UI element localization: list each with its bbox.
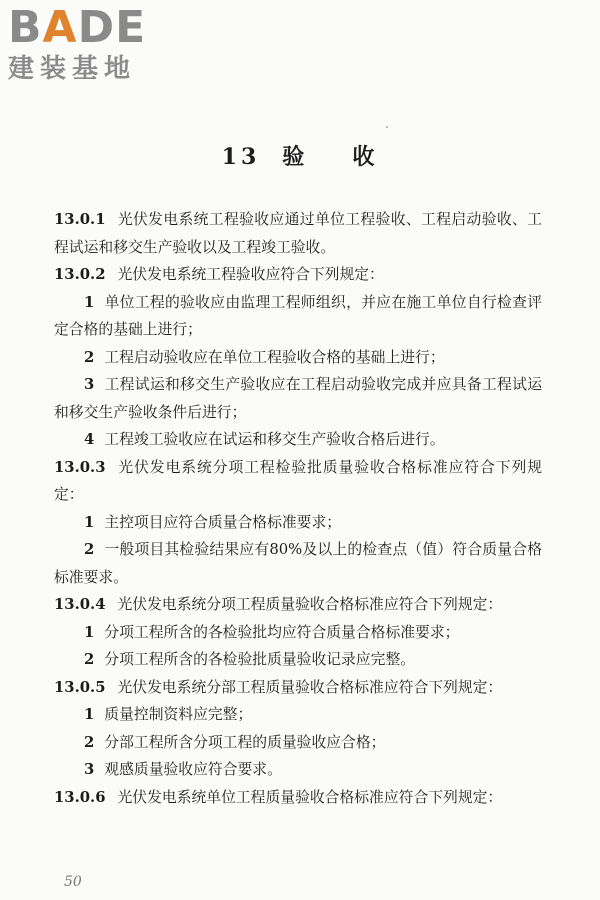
item-text: 分项工程所含的各检验批均应符合质量合格标准要求；: [104, 623, 460, 641]
item-number: 1: [84, 706, 95, 723]
clause-number: 13.0.1: [54, 211, 106, 228]
bade-logo: [8, 4, 178, 84]
item-number: 2: [84, 348, 95, 366]
list-item: [54, 371, 542, 426]
clause-text: 光伏发电系统分项工程检验批质量验收合格标准应符合下列规定：: [54, 458, 542, 503]
item-number: 3: [84, 761, 95, 778]
list-item: [54, 509, 542, 537]
item-text: 单位工程的验收应由监理工程师组织，并应在施工单位自行检查评定合格的基础上进行；: [54, 293, 542, 338]
item-number: 1: [84, 293, 95, 311]
item-text: 主控项目应符合质量合格标准要求；: [104, 513, 342, 531]
item-number: 3: [84, 376, 95, 393]
item-text: 质量控制资料应完整；: [104, 706, 253, 723]
chapter-title-char-2: 收: [352, 144, 379, 170]
page-number: 50: [64, 874, 82, 890]
clause-text: 光伏发电系统工程验收应符合下列规定：: [117, 266, 384, 283]
speck: [386, 126, 388, 128]
item-text: 工程启动验收应在单位工程验收合格的基础上进行；: [104, 348, 445, 366]
logo-letter-a: A: [42, 2, 78, 53]
item-text: 工程试运和移交生产验收应在工程启动验收完成并应具备工程试运和移交生产验收条件后进行；: [54, 376, 542, 421]
list-item: [54, 646, 542, 674]
clause-text: 光伏发电系统分部工程质量验收合格标准应符合下列规定：: [117, 678, 503, 696]
item-text: 分项工程所含的各检验批质量验收记录应完整。: [104, 651, 416, 668]
list-item: [54, 426, 542, 454]
clause-13-0-3: [54, 454, 542, 509]
clause-13-0-2: [54, 261, 542, 289]
item-number: 2: [84, 541, 95, 558]
item-number: 1: [84, 623, 95, 641]
chapter-title: [0, 140, 600, 171]
clause-text: 光伏发电系统分项工程质量验收合格标准应符合下列规定：: [117, 596, 503, 613]
chapter-number: 13: [221, 144, 261, 170]
item-text: 工程竣工验收应在试运和移交生产验收合格后进行。: [104, 431, 445, 448]
clause-13-0-6: [54, 784, 542, 812]
clause-number: 13.0.3: [54, 458, 106, 476]
list-item: [54, 536, 542, 591]
chapter-body: [54, 206, 542, 811]
chapter-title-char-1: 验: [282, 144, 309, 170]
item-text: 分部工程所含分项工程的质量验收应合格；: [104, 733, 386, 751]
clause-number: 13.0.2: [54, 266, 106, 283]
list-item: [54, 289, 542, 344]
item-number: 1: [84, 513, 95, 531]
item-text: 观感质量验收应符合要求。: [104, 761, 282, 778]
list-item: [54, 701, 542, 729]
clause-number: 13.0.4: [54, 596, 106, 613]
logo-letter-b: B: [8, 2, 43, 53]
clause-number: 13.0.5: [54, 678, 106, 696]
item-number: 2: [84, 651, 95, 668]
item-number: 2: [84, 733, 95, 751]
clause-13-0-1: [54, 206, 542, 261]
list-item: [54, 619, 542, 647]
logo-subtitle: 建装基地: [8, 54, 137, 84]
clause-number: 13.0.6: [54, 788, 106, 806]
clause-text: 光伏发电系统单位工程质量验收合格标准应符合下列规定：: [117, 788, 503, 806]
list-item: [54, 756, 542, 784]
logo-letters-de: DE: [77, 2, 147, 53]
clause-text: 光伏发电系统工程验收应通过单位工程验收、工程启动验收、工程试运和移交生产验收以及工程竣工验收。: [54, 211, 542, 256]
logo-wordmark: [8, 4, 178, 52]
item-text: 一般项目其检验结果应有80%及以上的检查点（值）符合质量合格标准要求。: [54, 541, 542, 586]
list-item: [54, 344, 542, 372]
clause-13-0-5: [54, 674, 542, 702]
clause-13-0-4: [54, 591, 542, 619]
list-item: [54, 729, 542, 757]
item-number: 4: [84, 431, 95, 448]
